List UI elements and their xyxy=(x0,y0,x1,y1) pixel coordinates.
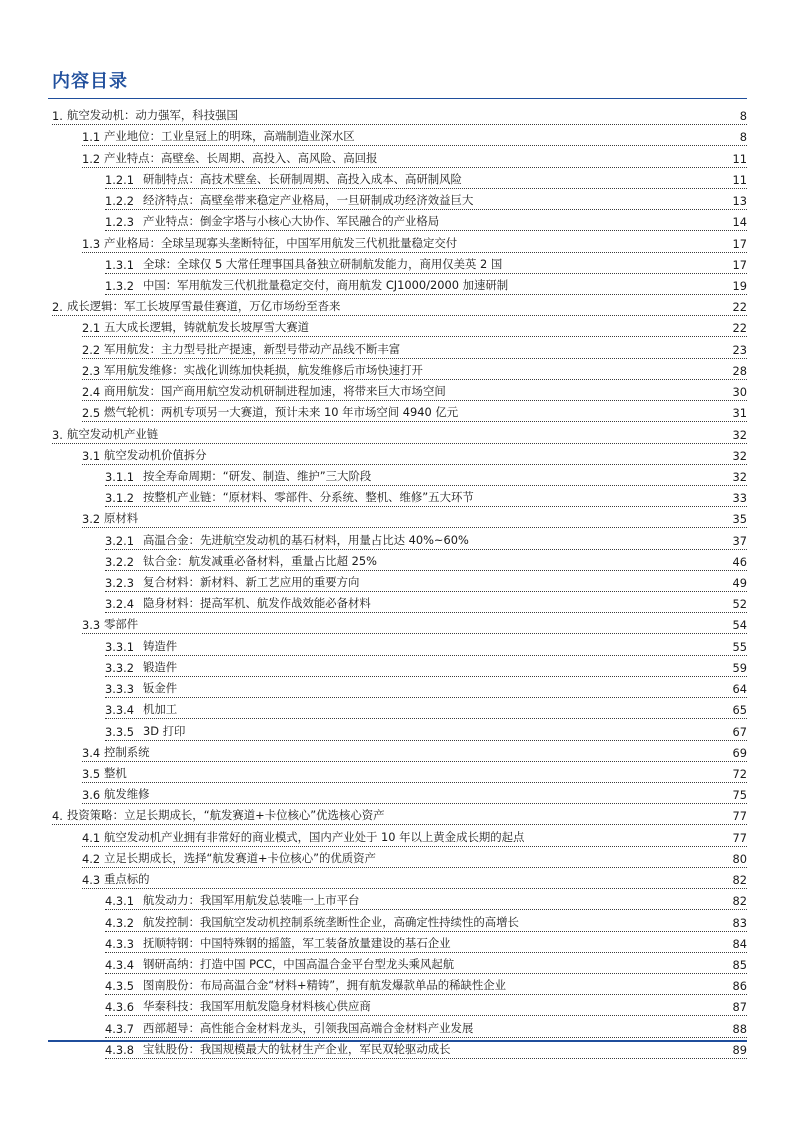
toc-entry-title: 航发维修 xyxy=(104,787,150,802)
toc-entry-level-2[interactable] xyxy=(48,444,747,465)
toc-entry-number: 3. xyxy=(52,427,63,442)
toc-entry-title: 成长逻辑：军工长坡厚雪最佳赛道，万亿市场纷至沓来 xyxy=(67,299,341,314)
toc-entry-title: 航发控制：我国航空发动机控制系统垄断性企业，高确定性持续性的高增长 xyxy=(143,914,519,929)
toc-entry-level-3[interactable] xyxy=(48,592,747,613)
toc-entry-page-number: 35 xyxy=(732,512,747,527)
toc-entry-number: 3.2.3 xyxy=(105,576,134,591)
toc-entry-number: 2.4 xyxy=(82,385,101,400)
toc-entry-level-3[interactable] xyxy=(48,719,747,740)
toc-entry-number: 4.3.7 xyxy=(105,1021,134,1036)
toc-entry-page-number: 84 xyxy=(732,936,747,951)
toc-entry-level-1[interactable] xyxy=(48,422,747,443)
toc-entry-number: 2. xyxy=(52,300,63,315)
toc-entry-level-3[interactable] xyxy=(48,656,747,677)
toc-entry-number: 3.4 xyxy=(82,745,101,760)
toc-entry-number: 4. xyxy=(52,809,63,824)
toc-entry-page-number: 69 xyxy=(732,745,747,760)
toc-entry-level-3[interactable] xyxy=(48,974,747,995)
toc-entry-number: 4.3.3 xyxy=(105,936,134,951)
toc-entry-title: 中国：军用航发三代机批量稳定交付，商用航发 CJ1000/2000 加速研制 xyxy=(143,277,509,292)
toc-entry-page-number: 33 xyxy=(732,491,747,506)
toc-entry-level-3[interactable] xyxy=(48,932,747,953)
toc-entry-page-number: 77 xyxy=(732,809,747,824)
toc-entry-number: 3.2.1 xyxy=(105,533,134,548)
toc-entry-number: 2.3 xyxy=(82,363,101,378)
toc-entry-page-number: 89 xyxy=(732,1042,747,1057)
toc-entry-title: 燃气轮机：两机专项另一大赛道，预计未来 10 年市场空间 4940 亿元 xyxy=(104,405,459,420)
toc-entry-page-number: 54 xyxy=(732,618,747,633)
toc-entry-page-number: 64 xyxy=(732,682,747,697)
toc-entry-page-number: 8 xyxy=(739,130,747,145)
toc-entry-title: 经济特点：高壁垒带来稳定产业格局，一旦研制成功经济效益巨大 xyxy=(143,193,474,208)
toc-entry-level-2[interactable] xyxy=(48,125,747,146)
toc-entry-title: 抚顺特钢：中国特殊钢的摇篮，军工装备放量建设的基石企业 xyxy=(143,935,451,950)
toc-entry-page-number: 88 xyxy=(732,1021,747,1036)
toc-entry-number: 3.5 xyxy=(82,767,101,781)
toc-entry-page-number: 32 xyxy=(732,427,747,442)
toc-entry-number: 3.3.2 xyxy=(105,660,134,675)
table-of-contents xyxy=(48,104,747,1059)
toc-entry-page-number: 80 xyxy=(732,851,747,866)
toc-entry-page-number: 52 xyxy=(732,597,747,612)
toc-entry-level-2[interactable] xyxy=(48,613,747,634)
toc-entry-level-3[interactable] xyxy=(48,274,747,295)
toc-entry-level-2[interactable] xyxy=(48,825,747,846)
toc-entry-title: 立足长期成长，选择“航发赛道+卡位核心”的优质资产 xyxy=(104,850,376,865)
toc-entry-title: 商用航发：国产商用航空发动机研制进程加速，将带来巨大市场空间 xyxy=(104,384,446,399)
toc-entry-level-2[interactable] xyxy=(48,868,747,889)
toc-entry-level-3[interactable] xyxy=(48,953,747,974)
toc-entry-number: 1.2.1 xyxy=(105,172,134,187)
toc-entry-title: 研制特点：高技术壁垒、长研制周期、高投入成本、高研制风险 xyxy=(143,171,462,186)
toc-entry-page-number: 11 xyxy=(732,151,747,166)
toc-entry-number: 3.3.5 xyxy=(105,724,134,739)
toc-entry-page-number: 86 xyxy=(732,979,747,994)
toc-entry-page-number: 65 xyxy=(732,703,747,718)
toc-entry-page-number: 32 xyxy=(732,448,747,463)
toc-entry-number: 3.2 xyxy=(82,512,101,527)
toc-entry-number: 4.1 xyxy=(82,830,101,845)
toc-entry-number: 1.2.3 xyxy=(105,215,134,230)
toc-entry-title: 零部件 xyxy=(104,617,139,632)
toc-entry-title: 3D 打印 xyxy=(143,723,186,738)
toc-entry-page-number: 17 xyxy=(732,236,747,251)
toc-entry-page-number: 59 xyxy=(732,660,747,675)
toc-entry-title: 军用航发：主力型号批产提速，新型号带动产品线不断丰富 xyxy=(104,341,401,356)
toc-entry-title: 重点标的 xyxy=(104,872,150,887)
toc-entry-level-3[interactable] xyxy=(48,677,747,698)
toc-entry-page-number: 67 xyxy=(732,724,747,739)
toc-entry-title: 机加工 xyxy=(143,702,178,717)
toc-entry-number: 3.1.1 xyxy=(105,469,134,484)
toc-entry-page-number: 75 xyxy=(732,788,747,803)
toc-entry-title: 按整机产业链：“原材料、零部件、分系统、整机、维修”五大环节 xyxy=(143,490,474,505)
toc-entry-title: 高温合金：先进航空发动机的基石材料，用量占比达 40%~60% xyxy=(143,532,469,547)
toc-entry-number: 2.1 xyxy=(82,321,101,336)
toc-entry-number: 3.2.4 xyxy=(105,597,134,612)
toc-entry-page-number: 72 xyxy=(732,767,747,781)
toc-entry-title: 产业特点：倒金字塔与小核心大协作、军民融合的产业格局 xyxy=(143,214,440,229)
toc-entry-level-3[interactable] xyxy=(48,910,747,931)
toc-entry-number: 3.1 xyxy=(82,448,101,463)
toc-entry-number: 4.3.8 xyxy=(105,1042,134,1057)
toc-entry-level-1[interactable] xyxy=(48,295,747,316)
toc-entry-page-number: 85 xyxy=(732,957,747,972)
toc-entry-level-2[interactable] xyxy=(48,741,747,762)
toc-entry-title: 图南股份：布局高温合金“材料+精铸”，拥有航发爆款单品的稀缺性企业 xyxy=(143,978,507,993)
toc-entry-number: 2.5 xyxy=(82,406,101,421)
toc-entry-title: 隐身材料：提高军机、航发作战效能必备材料 xyxy=(143,596,371,611)
toc-entry-level-2[interactable] xyxy=(48,146,747,167)
toc-entry-title: 军用航发维修：实战化训练加快耗损，航发维修后市场快速打开 xyxy=(104,362,423,377)
toc-entry-title: 产业格局：全球呈现寡头垄断特征，中国军用航发三代机批量稳定交付 xyxy=(104,235,458,250)
toc-entry-level-3[interactable] xyxy=(48,889,747,910)
toc-entry-number: 3.6 xyxy=(82,788,101,803)
toc-entry-number: 4.3.4 xyxy=(105,957,134,972)
toc-entry-page-number: 87 xyxy=(732,1000,747,1015)
toc-entry-level-3[interactable] xyxy=(48,571,747,592)
toc-entry-level-3[interactable] xyxy=(48,465,747,486)
toc-entry-title: 钢研高纳：打造中国 PCC，中国高温合金平台型龙头乘风起航 xyxy=(143,956,455,971)
toc-entry-level-2[interactable] xyxy=(48,337,747,358)
toc-entry-page-number: 49 xyxy=(732,576,747,591)
toc-entry-title: 宝钛股份：我国规模最大的钛材生产企业，军民双轮驱动成长 xyxy=(143,1041,451,1056)
toc-entry-level-3[interactable] xyxy=(48,528,747,549)
toc-entry-title: 锻造件 xyxy=(143,659,178,674)
toc-entry-level-3[interactable] xyxy=(48,210,747,231)
toc-entry-number: 1.2.2 xyxy=(105,194,134,209)
toc-entry-level-3[interactable] xyxy=(48,995,747,1016)
toc-entry-title: 全球：全球仅 5 大常任理事国具备独立研制航发能力，商用仅美英 2 国 xyxy=(143,256,503,271)
toc-entry-title: 原材料 xyxy=(104,511,139,526)
toc-entry-page-number: 32 xyxy=(732,469,747,484)
footer-divider xyxy=(48,1040,747,1042)
toc-entry-level-3[interactable] xyxy=(48,698,747,719)
toc-entry-page-number: 11 xyxy=(732,172,747,187)
toc-entry-level-3[interactable] xyxy=(48,486,747,507)
toc-entry-page-number: 17 xyxy=(732,257,747,272)
toc-entry-title: 航空发动机产业拥有非常好的商业模式，国内产业处于 10 年以上黄金成长期的起点 xyxy=(104,829,525,844)
toc-entry-number: 1.3.1 xyxy=(105,257,134,272)
toc-entry-number: 1. xyxy=(52,109,63,124)
toc-entry-title: 五大成长逻辑，铸就航发长坡厚雪大赛道 xyxy=(104,320,310,335)
toc-entry-number: 2.2 xyxy=(82,342,101,357)
toc-entry-level-3[interactable] xyxy=(48,253,747,274)
toc-entry-level-3[interactable] xyxy=(48,550,747,571)
toc-entry-level-1[interactable] xyxy=(48,104,747,125)
toc-entry-level-2[interactable] xyxy=(48,847,747,868)
toc-entry-page-number: 37 xyxy=(732,533,747,548)
toc-entry-title: 按全寿命周期：“研发、制造、维护”三大阶段 xyxy=(143,468,372,483)
toc-entry-number: 4.3 xyxy=(82,873,101,888)
toc-entry-page-number: 14 xyxy=(732,215,747,230)
toc-entry-number: 4.2 xyxy=(82,851,101,866)
toc-entry-title: 铸造件 xyxy=(143,638,178,653)
toc-entry-level-2[interactable] xyxy=(48,380,747,401)
toc-entry-number: 1.3 xyxy=(82,236,101,251)
toc-entry-page-number: 55 xyxy=(732,639,747,654)
toc-entry-title: 钛合金：航发减重必备材料，重量占比超 25% xyxy=(143,553,377,568)
toc-entry-page-number: 19 xyxy=(732,278,747,293)
toc-entry-page-number: 28 xyxy=(732,363,747,378)
toc-entry-page-number: 22 xyxy=(732,300,747,315)
toc-entry-level-1[interactable] xyxy=(48,804,747,825)
toc-entry-page-number: 23 xyxy=(732,342,747,357)
toc-entry-number: 4.3.2 xyxy=(105,915,134,930)
toc-entry-number: 1.3.2 xyxy=(105,278,134,293)
toc-entry-title: 整机 xyxy=(104,766,127,780)
toc-entry-number: 4.3.6 xyxy=(105,1000,134,1015)
toc-entry-page-number: 77 xyxy=(732,830,747,845)
toc-entry-number: 3.3.4 xyxy=(105,703,134,718)
toc-entry-level-2[interactable] xyxy=(48,359,747,380)
toc-entry-page-number: 82 xyxy=(732,894,747,909)
toc-entry-level-2[interactable] xyxy=(48,401,747,422)
toc-entry-level-2[interactable] xyxy=(48,507,747,528)
toc-entry-title: 产业特点：高壁垒、长周期、高投入、高风险、高回报 xyxy=(104,150,378,165)
toc-entry-level-2[interactable] xyxy=(48,316,747,337)
toc-entry-number: 1.1 xyxy=(82,130,101,145)
toc-entry-title: 产业地位：工业皇冠上的明珠，高端制造业深水区 xyxy=(104,129,355,144)
toc-entry-level-3[interactable] xyxy=(48,189,747,210)
toc-entry-level-3[interactable] xyxy=(48,1016,747,1037)
toc-entry-level-2[interactable] xyxy=(48,762,747,783)
toc-entry-title: 西部超导：高性能合金材料龙头，引领我国高端合金材料产业发展 xyxy=(143,1020,474,1035)
toc-entry-page-number: 8 xyxy=(739,109,747,124)
toc-entry-page-number: 82 xyxy=(732,873,747,888)
toc-entry-number: 3.3.1 xyxy=(105,639,134,654)
toc-entry-page-number: 30 xyxy=(732,385,747,400)
toc-entry-title: 复合材料：新材料、新工艺应用的重要方向 xyxy=(143,575,360,590)
toc-entry-number: 3.1.2 xyxy=(105,491,134,506)
toc-entry-title: 华秦科技：我国军用航发隐身材料核心供应商 xyxy=(143,999,371,1014)
toc-entry-number: 3.3.3 xyxy=(105,682,134,697)
toc-entry-page-number: 31 xyxy=(732,406,747,421)
toc-entry-title: 航空发动机价值拆分 xyxy=(104,447,207,462)
toc-entry-level-2[interactable] xyxy=(48,783,747,804)
toc-entry-title: 航空发动机产业链 xyxy=(67,426,159,441)
toc-entry-number: 3.2.2 xyxy=(105,554,134,569)
toc-entry-level-3[interactable] xyxy=(48,168,747,189)
toc-entry-title: 投资策略：立足长期成长，“航发赛道+卡位核心”优选核心资产 xyxy=(67,808,385,823)
toc-entry-number: 1.2 xyxy=(82,151,101,166)
toc-entry-level-2[interactable] xyxy=(48,231,747,252)
toc-entry-page-number: 13 xyxy=(732,194,747,209)
toc-entry-title: 控制系统 xyxy=(104,744,150,759)
toc-entry-number: 3.3 xyxy=(82,618,101,633)
toc-entry-page-number: 46 xyxy=(732,554,747,569)
toc-entry-page-number: 83 xyxy=(732,915,747,930)
toc-entry-level-3[interactable] xyxy=(48,634,747,655)
title-divider xyxy=(48,98,747,99)
toc-entry-title: 航空发动机：动力强军，科技强国 xyxy=(67,108,238,123)
toc-entry-number: 4.3.1 xyxy=(105,894,134,909)
toc-entry-number: 4.3.5 xyxy=(105,979,134,994)
toc-title: 内容目录 xyxy=(52,71,128,92)
toc-entry-title: 航发动力：我国军用航发总装唯一上市平台 xyxy=(143,893,360,908)
toc-entry-title: 钣金件 xyxy=(143,681,178,696)
toc-entry-page-number: 22 xyxy=(732,321,747,336)
